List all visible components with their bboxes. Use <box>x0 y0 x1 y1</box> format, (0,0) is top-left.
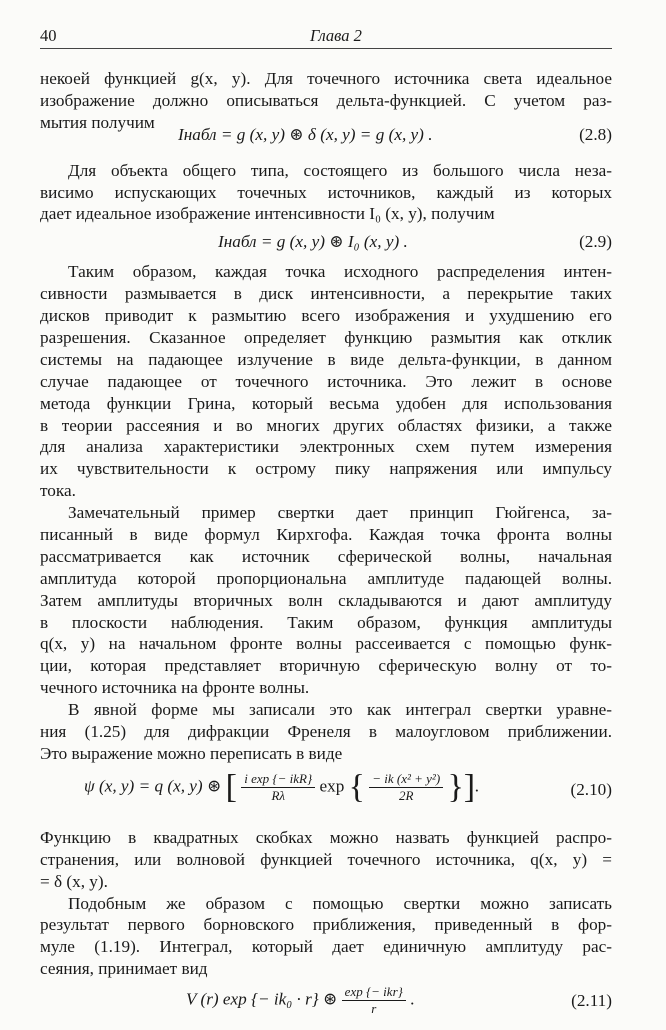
fraction-numerator: exp {− ikr} <box>342 984 406 1001</box>
text-line: Таким образом, каждая точка исходного распределения интен- <box>68 262 612 282</box>
text-line: = δ (x, y). <box>40 871 108 891</box>
text-line: изображение должно описываться дельта-функцией. С учетом раз- <box>40 90 612 110</box>
text-line: в теории рассеяния и во многих других областях физики, а также <box>40 415 612 435</box>
equation-2-8 <box>40 120 612 150</box>
text-line: результат первого борновского приближения, приведенный в фор- <box>40 915 612 935</box>
text-line: в плоскости наблюдения. Таким образом, функция амплитуды <box>40 612 612 632</box>
equation-number: (2.9) <box>579 232 612 252</box>
paragraph-2 <box>40 160 612 226</box>
equation-number: (2.11) <box>571 991 612 1011</box>
text-line: тока. <box>40 481 76 501</box>
page-number: 40 <box>40 26 57 45</box>
equation-number: (2.10) <box>570 779 612 799</box>
text-line: ции, которая представляет вторичную сферическую волну от то- <box>40 656 612 676</box>
equation-formula: Iнабл = g (x, y) ⊛ I₀ (x, y) . <box>218 232 408 252</box>
fraction-denominator: Rλ <box>271 787 286 803</box>
text-line: сеяния, принимает вид <box>40 959 208 979</box>
text-line: муле (1.19). Интеграл, который дает единичную амплитуду рас- <box>40 937 612 957</box>
text-line: мытия получим <box>40 112 155 132</box>
text-line: сивности размывается в диск интенсивности, а перекрытие таких <box>40 284 612 304</box>
header-rule <box>40 48 612 49</box>
text-line: чечного источника на фронте волны. <box>40 678 310 698</box>
fraction-numerator: − ik (x² + y²) <box>369 771 443 788</box>
paragraph-5 <box>40 699 612 765</box>
text-line: дисков приводит к размытию всего изображения и ухудшению его <box>40 306 612 326</box>
text-line: Замечательный пример свертки дает принцип Гюйгенса, за- <box>68 503 612 523</box>
equation-lhs: ψ (x, y) = q (x, y) ⊛ <box>84 776 222 796</box>
text-line: висимо испускающих точечных источников, каждый из которых <box>40 182 612 202</box>
fraction-denominator: r <box>371 1001 377 1017</box>
text-line: их чувствительности к острому пику напряжения или импульсу <box>40 459 612 479</box>
equation-2-9 <box>40 225 612 257</box>
paragraph-4 <box>40 502 612 699</box>
text-line: разрешения. Сказанное определяет функцию размытия как отклик <box>40 328 612 348</box>
exp-label: exp <box>319 776 345 796</box>
text-line: В явной форме мы записали это как интеграл свертки уравне- <box>68 700 612 720</box>
text-line: амплитуда которой пропорциональна амплитуде падающей волны. <box>40 568 612 588</box>
text-line: Это выражение можно переписать в виде <box>40 743 343 763</box>
text-line: случае падающее от точечного источника. Это лежит в основе <box>40 371 612 391</box>
equation-lhs: V (r) exp {− ik₀ · r} ⊛ <box>186 989 338 1009</box>
equation-tail: . <box>410 989 415 1009</box>
text-line: системы на падающее излучение в виде дельта-функции, в данном <box>40 349 612 369</box>
text-line: Подобным же образом с помощью свертки можно записать <box>68 893 612 913</box>
text-line: рассматривается как источник сферической волны, начальная <box>40 546 612 566</box>
equation-formula <box>186 984 414 1017</box>
paragraph-3 <box>40 261 612 502</box>
text-line: дает идеальное изображение интенсивности I₀ (x, y), получим <box>40 204 495 224</box>
equation-formula: Iнабл = g (x, y) ⊛ δ (x, y) = g (x, y) . <box>178 124 433 144</box>
equation-formula: ψ (x, y) = q (x, y) ⊛ [ $\frac{\text{i exp \{− ikR\}}}{R\lambda}$ exp { $\frac{\text{− ik (x² + y²)}}{2R}$ }]. <box>84 768 480 806</box>
text-line: метода функции Грина, который весьма удобен для использования <box>40 393 612 413</box>
text-line: Функцию в квадратных скобках можно назвать функцией распро- <box>40 827 612 847</box>
text-line: Для объекта общего типа, состоящего из большого числа неза- <box>68 160 612 180</box>
text-body <box>40 68 612 1030</box>
text-line: ния (1.25) для дифракции Френеля в малоугловом приближении. <box>40 722 612 742</box>
fraction-numerator: i exp {− ikR} <box>241 771 315 788</box>
equation-number: (2.8) <box>579 124 612 144</box>
text-line: q(x, y) на начальном фронте волны рассеивается с помощью функ- <box>40 634 612 654</box>
text-line: странения, или волновой функцией точечного источника, q(x, y) = <box>40 849 612 869</box>
fraction-denominator: 2R <box>398 787 414 803</box>
text-line: Затем амплитуды вторичных волн складываются и дают амплитуду <box>40 590 612 610</box>
running-head: Глава 2 <box>310 26 362 45</box>
text-line: писанный в виде формул Кирхгофа. Каждая точка фронта волны <box>40 525 612 545</box>
equation-2-11 <box>40 980 612 1030</box>
equation-2-10 <box>40 765 612 821</box>
text-line: для анализа характеристики электронных схем путем измерения <box>40 437 612 457</box>
paragraph-6 <box>40 827 612 893</box>
paragraph-7 <box>40 893 612 981</box>
text-line: некоей функцией g(x, y). Для точечного источника света идеальное <box>40 69 612 88</box>
